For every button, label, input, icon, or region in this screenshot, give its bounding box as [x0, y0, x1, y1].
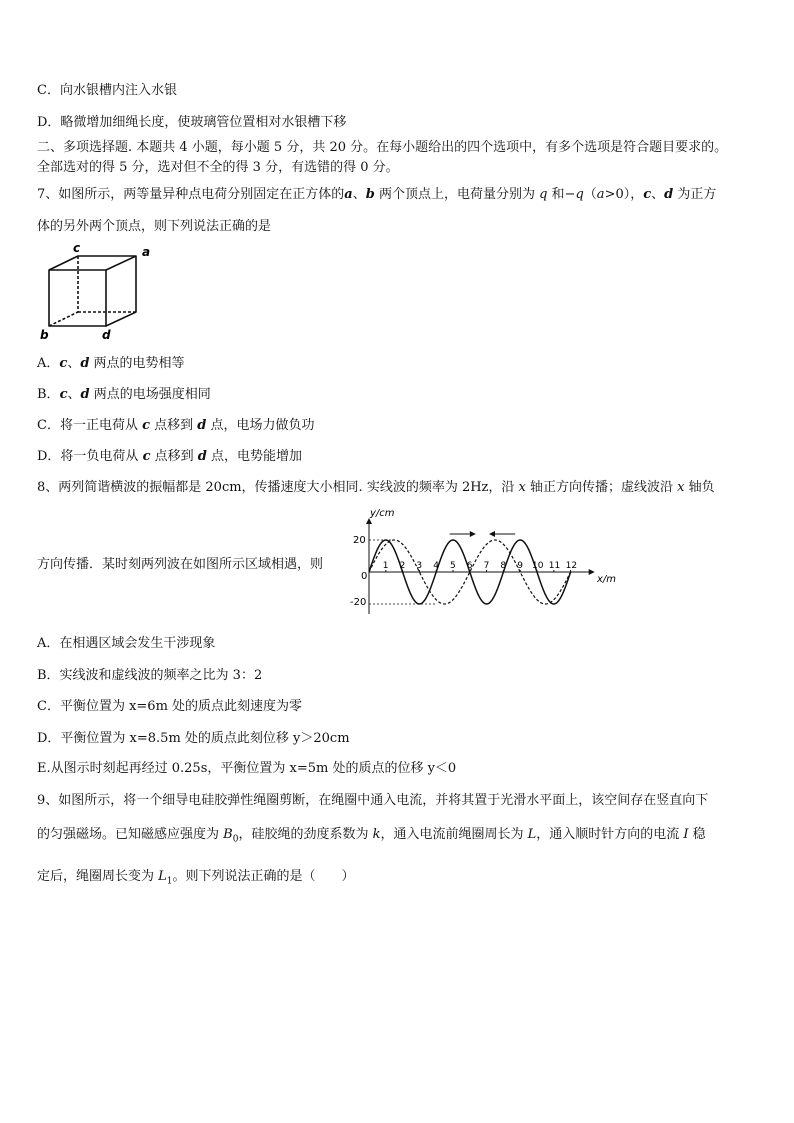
x-tick-label: 7: [483, 561, 490, 571]
cube-label-d: d: [102, 328, 111, 342]
q7-option-d: D．将一负电荷从 c 点移到 d 点，电势能增加: [37, 449, 302, 464]
q8-stem-line1: 8、两列简谐横波的振幅都是 20cm，传播速度大小相同. 实线波的频率为 2Hz，沿 x 轴正方向传播；虚线波沿 x 轴负: [37, 480, 715, 495]
cube-figure: [40, 242, 160, 342]
q8-option-a: A．在相遇区域会发生干涉现象: [37, 636, 216, 651]
q8-option-b: B．实线波和虚线波的频率之比为 3：2: [37, 668, 263, 683]
q7-stem-line1: 7、如图所示，两等量异种点电荷分别固定在正方体的a、b 两个顶点上，电荷量分别为 q 和−q（a>0），c、d 为正方: [37, 187, 717, 202]
q9-stem-line1: 9、如图所示，将一个细导电硅胶弹性绳圈剪断，在绳圈中通入电流，并将其置于光滑水平面上，该空间存在竖直向下: [37, 793, 709, 808]
origin-label: 0: [361, 571, 368, 582]
cube-label-a: a: [142, 245, 151, 259]
q8-option-e: E.从图示时刻起再经过 0.25s，平衡位置为 x=5m 处的质点的位移 y＜0: [37, 761, 457, 776]
y-tick-label-neg20: -20: [350, 597, 367, 608]
x-tick-label: 11: [548, 561, 561, 571]
cube-hidden-edge: [49, 312, 78, 326]
option-c-previous: C．向水银槽内注入水银: [37, 83, 177, 98]
section2-heading-line2: 全部选对的得 5 分，选对但不全的得 3 分，有选错的得 0 分。: [37, 160, 399, 175]
q7-option-b: B．c、d 两点的电场强度相同: [37, 387, 211, 402]
y-tick-label-20: 20: [353, 535, 366, 546]
q7-stem-line2: 体的另外两个顶点，则下列说法正确的是: [37, 219, 272, 234]
cube-label-b: b: [40, 328, 49, 342]
x-tick-label: 6: [466, 561, 473, 571]
x-tick-label: 12: [565, 561, 578, 571]
q9-stem-line3: 定后，绳圈周长变为 $L_1$。则下列说法正确的是（ ）: [37, 869, 355, 887]
y-axis-label: y/cm: [370, 508, 395, 519]
solid-wave-direction-arrowhead: [470, 531, 476, 537]
x-axis-arrow: [589, 569, 595, 575]
x-tick-label: 4: [433, 561, 439, 571]
q7-option-c: C．将一正电荷从 c 点移到 d 点，电场力做负功: [37, 418, 315, 433]
q7-option-a: A．c、d 两点的电势相等: [37, 356, 185, 371]
q9-stem-line2: 的匀强磁场。已知磁感应强度为 $B_0$，硅胶绳的劲度系数为 k，通入电流前绳圈周长为 L，通入顺时针方向的电流 I 稳: [37, 827, 706, 845]
q8-option-c: C．平衡位置为 x=6m 处的质点此刻速度为零: [37, 699, 303, 714]
cube-back-edges: [49, 256, 136, 326]
x-tick-label: 1: [382, 561, 389, 571]
x-tick-label: 5: [450, 561, 456, 571]
wave-chart: [352, 505, 622, 615]
section2-heading-line1: 二、多项选择题. 本题共 4 小题，每小题 5 分，共 20 分。在每小题给出的四个选项中，有多个选项是符合题目要求的。: [37, 140, 728, 155]
x-axis-label: x/m: [597, 574, 617, 585]
x-tick-label: 2: [399, 561, 406, 571]
q8-option-d: D．平衡位置为 x=8.5m 处的质点此刻位移 y＞20cm: [37, 731, 350, 746]
x-tick-label: 9: [517, 561, 523, 571]
x-tick-label: 8: [500, 561, 507, 571]
cube-label-c: c: [73, 241, 81, 255]
option-d-previous: D．略微增加细绳长度，使玻璃管位置相对水银槽下移: [37, 115, 347, 130]
x-tick-label: 10: [532, 561, 544, 571]
dashed-wave-direction-arrowhead: [489, 531, 495, 537]
x-tick-label: 3: [416, 561, 423, 571]
q8-stem-line2: 方向传播．某时刻两列波在如图所示区域相遇，则: [37, 557, 324, 572]
